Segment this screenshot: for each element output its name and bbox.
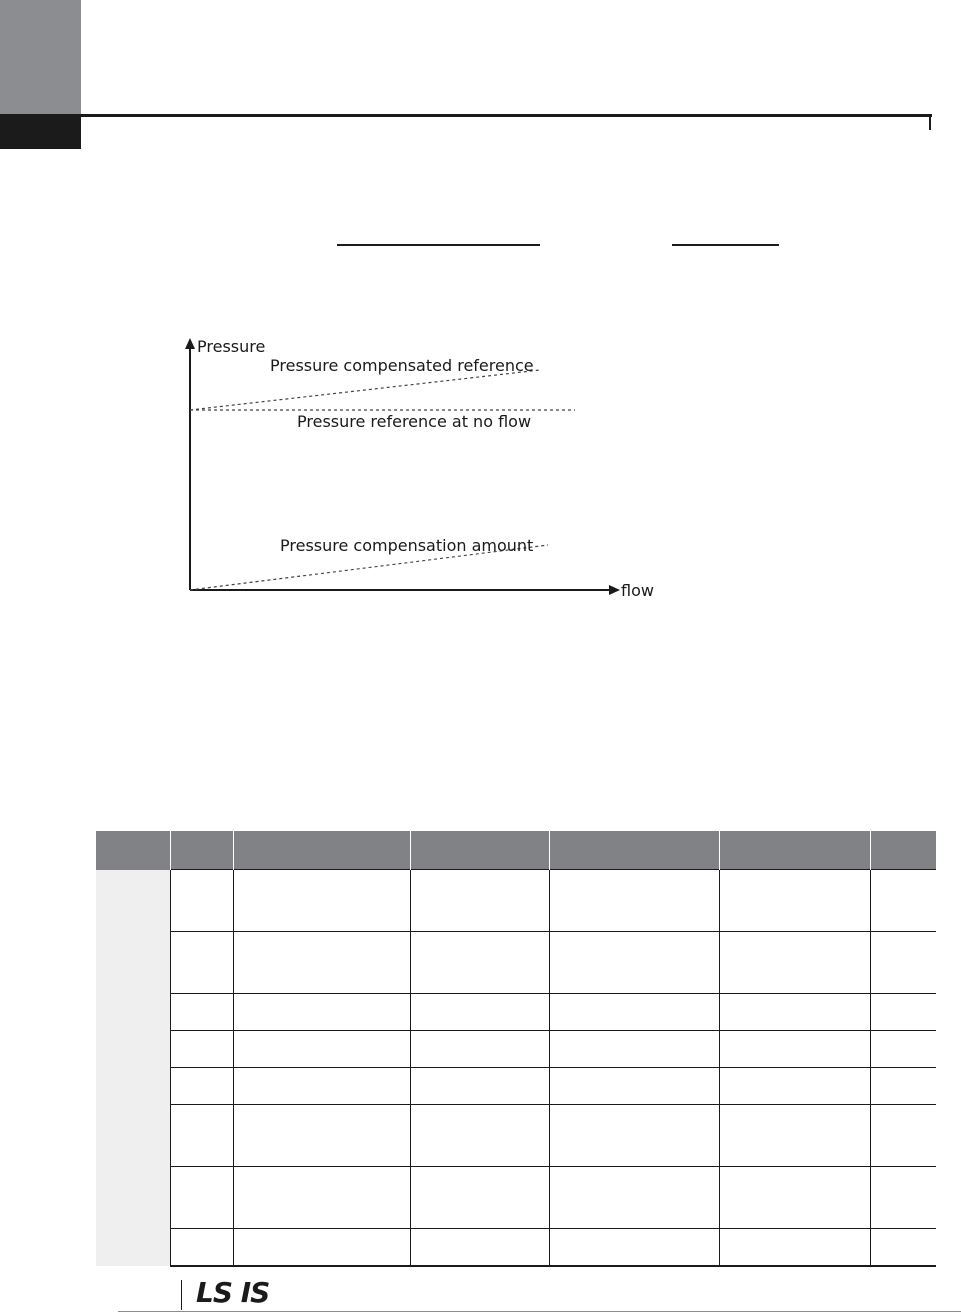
table-cell [233, 1105, 410, 1167]
table-cell [870, 1068, 936, 1105]
table-cell [549, 994, 719, 1031]
table-row [96, 1031, 936, 1068]
table-cell [870, 1167, 936, 1229]
header-setting [549, 831, 719, 870]
header-rule-end [929, 114, 931, 130]
table-cell [410, 1068, 549, 1105]
table-cell [719, 1167, 870, 1229]
table-cell [170, 1229, 233, 1267]
table-cell [719, 932, 870, 994]
table-cell [549, 1167, 719, 1229]
table-cell [870, 1229, 936, 1267]
table-cell [410, 1229, 549, 1267]
table-cell [233, 994, 410, 1031]
logo-text: LS IS [196, 1276, 270, 1308]
table-cell [233, 932, 410, 994]
table-cell [233, 1229, 410, 1267]
table-cell [170, 1105, 233, 1167]
header-unit [870, 831, 936, 870]
table-cell [549, 932, 719, 994]
table-cell [719, 870, 870, 932]
header-rule [81, 114, 932, 117]
table-cell [549, 1068, 719, 1105]
table-cell [549, 1031, 719, 1068]
table-cell [410, 870, 549, 932]
table-cell [170, 870, 233, 932]
table-row [96, 1229, 936, 1267]
table-cell [870, 1031, 936, 1068]
table-row [96, 994, 936, 1031]
table-row [96, 1167, 936, 1229]
chapter-tab [0, 0, 81, 114]
footer-separator [181, 1280, 182, 1310]
table-cell [233, 870, 410, 932]
table-cell [233, 1031, 410, 1068]
table-cell [170, 932, 233, 994]
table-cell [719, 1031, 870, 1068]
table-cell [549, 870, 719, 932]
ls-is-logo [196, 1276, 286, 1308]
table-cell [233, 1167, 410, 1229]
header-code [170, 831, 233, 870]
table-cell [549, 1105, 719, 1167]
header-name [233, 831, 410, 870]
footer-rule [118, 1311, 961, 1312]
table-cell [233, 1068, 410, 1105]
underline-blank-2 [672, 244, 779, 246]
table-row [96, 932, 936, 994]
table-row [96, 1105, 936, 1167]
table-cell [410, 932, 549, 994]
table-cell [719, 994, 870, 1031]
table-cell [870, 870, 936, 932]
table-cell [719, 1229, 870, 1267]
pressure-flow-diagram [180, 330, 680, 610]
table-cell [410, 1105, 549, 1167]
table-cell [870, 994, 936, 1031]
table-cell [719, 1105, 870, 1167]
header-range [719, 831, 870, 870]
table-cell [719, 1068, 870, 1105]
table-cell [410, 1167, 549, 1229]
compensated-reference-label: Pressure compensated reference [270, 356, 534, 375]
compensated-reference-line [190, 370, 540, 410]
table-cell [170, 1068, 233, 1105]
table-cell [170, 994, 233, 1031]
header-group [96, 831, 170, 870]
table-cell [170, 1167, 233, 1229]
table-row [96, 1068, 936, 1105]
table-cell [410, 994, 549, 1031]
y-axis-label: Pressure [197, 337, 266, 356]
table-cell [549, 1229, 719, 1267]
table-cell [870, 932, 936, 994]
table-header-row [96, 831, 936, 870]
y-axis-arrow [185, 338, 195, 349]
table-row [96, 870, 936, 932]
group-cell [96, 870, 170, 1267]
chapter-tab-marker [0, 114, 81, 149]
table-cell [170, 1031, 233, 1068]
reference-no-flow-label: Pressure reference at no flow [297, 412, 532, 431]
table-cell [410, 1031, 549, 1068]
parameter-table [96, 831, 936, 1267]
x-axis-arrow [609, 585, 620, 595]
x-axis-label: flow [621, 581, 654, 600]
table-cell [870, 1105, 936, 1167]
compensation-amount-label: Pressure compensation amount [280, 536, 534, 555]
underline-blank-1 [337, 244, 540, 246]
header-display [410, 831, 549, 870]
